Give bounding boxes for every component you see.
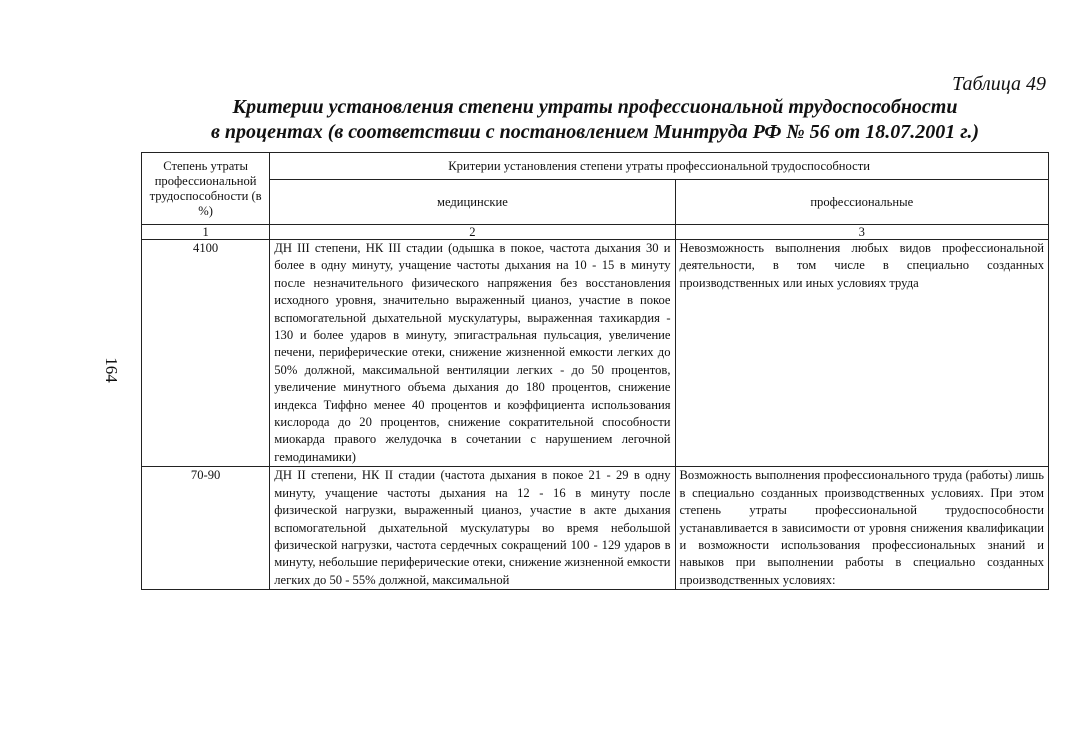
column-numbers-row bbox=[142, 225, 1049, 240]
professional-criteria-cell: Невозможность выполнения любых видов профессиональной деятельности, в том числе в специально созданных производственных или иных условиях труда bbox=[675, 240, 1048, 467]
professional-criteria-cell: Возможность выполнения профессионального труда (работы) лишь в специально созданных производственных условиях. При этом степень утраты профессиональной трудоспособности устанавливается в зависимости от уровня снижения квалификации и возможности использования профессиональных знаний и навыков при выполнении работы в специально созданных производственных условиях: bbox=[675, 467, 1048, 590]
degree-cell: 70-90 bbox=[142, 467, 270, 590]
col1-header: Степень утраты профессиональной трудоспособности (в %) bbox=[142, 153, 270, 225]
title-line-2: в процентах (в соответствии с постановлением Минтруда РФ № 56 от 18.07.2001 г.) bbox=[210, 121, 979, 143]
col-number-1: 1 bbox=[142, 225, 270, 240]
criteria-table bbox=[141, 152, 1049, 590]
medical-criteria-cell: ДН III степени, НК III стадии (одышка в покое, частота дыхания 30 и более в одну минуту, учащение частоты дыхания на 10 - 15 в минуту после незначительного физического напряжения без восстановления исходного уровня, значительно выраженный цианоз, участие в покое вспомогательной дыхательной мускулатуры, выраженная тахикардия - 130 и более ударов в минуту, эпигастральная пульсация, увеличение печени, периферические отеки, снижение жизненной емкости легких до 50% должной, максимальной вентиляции легких - до 50 процентов, увеличение минутного объема дыхания до 180 процентов, снижение индекса Тиффно менее 40 процентов и коэффициента использования кислорода до 20 процентов, снижение сократительной способности миокарда правого желудочка в сочетании с нарушением легочной гемодинамики) bbox=[270, 240, 675, 467]
col-number-3: 3 bbox=[675, 225, 1048, 240]
medical-criteria-cell: ДН II степени, НК II стадии (частота дыхания в покое 21 - 29 в одну минуту, учащение частоты дыхания на 12 - 16 в минуту после физической нагрузки, выраженный цианоз, участие в акте дыхания вспомогательной дыхательной мускулатуры во время небольшой физической нагрузки, частота сердечных сокращений 100 - 129 ударов в минуту, небольшие периферические отеки, снижение жизненной емкости легких до 50 - 55% должной, максимальной bbox=[270, 467, 675, 590]
title-line-1: Критерии установления степени утраты профессиональной трудоспособности bbox=[232, 96, 958, 118]
degree-cell: 4100 bbox=[142, 240, 270, 467]
page-title bbox=[140, 95, 1050, 145]
subheader-row bbox=[142, 180, 1049, 225]
table-row bbox=[142, 467, 1049, 590]
col-number-2: 2 bbox=[270, 225, 675, 240]
col3-header: профессиональные bbox=[675, 180, 1048, 225]
table-row bbox=[142, 240, 1049, 467]
page-number: 164 bbox=[101, 357, 121, 383]
criteria-header: Критерии установления степени утраты профессиональной трудоспособности bbox=[270, 153, 1049, 180]
table-number: Таблица 49 bbox=[952, 73, 1046, 95]
col2-header: медицинские bbox=[270, 180, 675, 225]
header-row bbox=[142, 153, 1049, 180]
